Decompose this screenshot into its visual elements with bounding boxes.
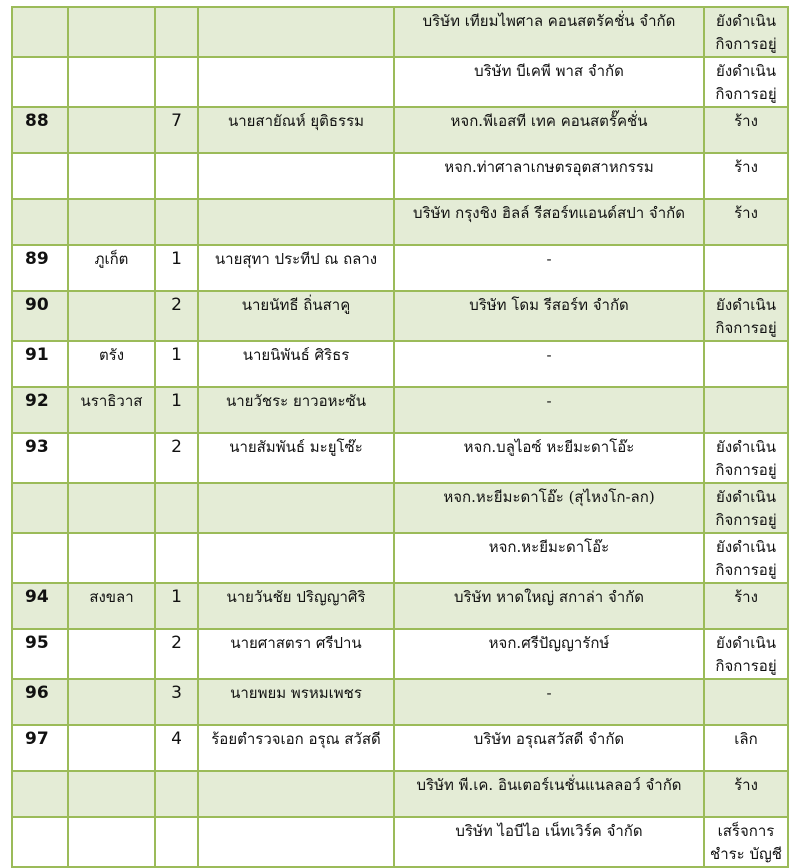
company-cell: - xyxy=(394,341,704,387)
company-cell: - xyxy=(394,679,704,725)
status-cell xyxy=(704,387,788,433)
row-number-cell: 90 xyxy=(12,291,68,341)
status-cell: ร้าง xyxy=(704,583,788,629)
person-name-cell: นายสายัณห์ ยุติธรรม xyxy=(198,107,394,153)
company-cell: - xyxy=(394,245,704,291)
sequence-cell xyxy=(155,483,198,533)
row-number-cell xyxy=(12,199,68,245)
sequence-cell xyxy=(155,153,198,199)
person-name-cell: นายพยม พรหมเพชร xyxy=(198,679,394,725)
status-cell: เสร็จการชำระ บัญชี xyxy=(704,817,788,867)
person-name-cell: นายศาสตรา ศรีปาน xyxy=(198,629,394,679)
company-cell: บริษัท พี.เค. อินเตอร์เนชั่นแนลลอว์ จำกัด xyxy=(394,771,704,817)
row-number-cell xyxy=(12,483,68,533)
sequence-cell: 7 xyxy=(155,107,198,153)
row-number-cell xyxy=(12,817,68,867)
sequence-cell xyxy=(155,533,198,583)
province-cell xyxy=(68,629,155,679)
table-row xyxy=(12,433,788,483)
person-name-cell xyxy=(198,771,394,817)
data-table xyxy=(11,6,789,868)
province-cell xyxy=(68,107,155,153)
sequence-cell xyxy=(155,771,198,817)
row-number-cell: 97 xyxy=(12,725,68,771)
status-cell: ยังดำเนิน กิจการอยู่ xyxy=(704,433,788,483)
row-number-cell: 93 xyxy=(12,433,68,483)
sequence-cell: 1 xyxy=(155,341,198,387)
status-cell: ร้าง xyxy=(704,107,788,153)
table-row xyxy=(12,387,788,433)
row-number-cell: 88 xyxy=(12,107,68,153)
table-row xyxy=(12,57,788,107)
sequence-cell: 2 xyxy=(155,433,198,483)
row-number-cell: 94 xyxy=(12,583,68,629)
person-name-cell: นายนิพันธ์ ศิริธร xyxy=(198,341,394,387)
province-cell: ภูเก็ต xyxy=(68,245,155,291)
row-number-cell: 95 xyxy=(12,629,68,679)
table-row xyxy=(12,817,788,867)
row-number-cell xyxy=(12,533,68,583)
company-cell: บริษัท โดม รีสอร์ท จำกัด xyxy=(394,291,704,341)
sequence-cell xyxy=(155,199,198,245)
row-number-cell: 89 xyxy=(12,245,68,291)
table-row xyxy=(12,199,788,245)
row-number-cell: 91 xyxy=(12,341,68,387)
sequence-cell: 4 xyxy=(155,725,198,771)
sequence-cell: 2 xyxy=(155,629,198,679)
province-cell xyxy=(68,291,155,341)
status-cell: ร้าง xyxy=(704,153,788,199)
person-name-cell xyxy=(198,153,394,199)
person-name-cell xyxy=(198,199,394,245)
company-cell: - xyxy=(394,387,704,433)
table-row xyxy=(12,629,788,679)
sequence-cell: 1 xyxy=(155,245,198,291)
row-number-cell xyxy=(12,7,68,57)
province-cell xyxy=(68,771,155,817)
table-row xyxy=(12,583,788,629)
company-cell: หจก.ศรีปัญญารักษ์ xyxy=(394,629,704,679)
person-name-cell: นายนัทธี ถิ่นสาคู xyxy=(198,291,394,341)
company-cell: หจก.บลูไอซ์ หะยีมะดาโอ๊ะ xyxy=(394,433,704,483)
person-name-cell: นายสัมพันธ์ มะยูโซ๊ะ xyxy=(198,433,394,483)
status-cell: ยังดำเนิน กิจการอยู่ xyxy=(704,483,788,533)
person-name-cell xyxy=(198,483,394,533)
status-cell: ร้าง xyxy=(704,199,788,245)
sequence-cell xyxy=(155,7,198,57)
province-cell: นราธิวาส xyxy=(68,387,155,433)
row-number-cell xyxy=(12,771,68,817)
company-cell: บริษัท บีเคพี พาส จำกัด xyxy=(394,57,704,107)
company-cell: หจก.ท่าศาลาเกษตรอุตสาหกรรม xyxy=(394,153,704,199)
table-row xyxy=(12,107,788,153)
status-cell xyxy=(704,679,788,725)
sequence-cell: 1 xyxy=(155,583,198,629)
province-cell xyxy=(68,433,155,483)
company-cell: หจก.หะยีมะดาโอ๊ะ (สุไหงโก-ลก) xyxy=(394,483,704,533)
person-name-cell xyxy=(198,57,394,107)
person-name-cell xyxy=(198,817,394,867)
province-cell xyxy=(68,483,155,533)
company-cell: บริษัท หาดใหญ่ สกาล่า จำกัด xyxy=(394,583,704,629)
person-name-cell: นายวัชระ ยาวอหะซัน xyxy=(198,387,394,433)
sequence-cell: 3 xyxy=(155,679,198,725)
status-cell xyxy=(704,341,788,387)
status-cell xyxy=(704,245,788,291)
company-cell: บริษัท อรุณสวัสดี จำกัด xyxy=(394,725,704,771)
table-body xyxy=(12,7,788,867)
person-name-cell: ร้อยตำรวจเอก อรุณ สวัสดี xyxy=(198,725,394,771)
company-cell: บริษัท เทียมไพศาล คอนสตรัคชั่น จำกัด xyxy=(394,7,704,57)
status-cell: ร้าง xyxy=(704,771,788,817)
sequence-cell: 2 xyxy=(155,291,198,341)
company-cell: บริษัท กรุงชิง ฮิลล์ รีสอร์ทแอนด์สปา จำกัด xyxy=(394,199,704,245)
status-cell: ยังดำเนิน กิจการอยู่ xyxy=(704,629,788,679)
province-cell xyxy=(68,679,155,725)
table-row xyxy=(12,771,788,817)
status-cell: เลิก xyxy=(704,725,788,771)
province-cell xyxy=(68,817,155,867)
table-row xyxy=(12,341,788,387)
sequence-cell xyxy=(155,817,198,867)
table-row xyxy=(12,483,788,533)
table-row xyxy=(12,533,788,583)
row-number-cell xyxy=(12,57,68,107)
sequence-cell xyxy=(155,57,198,107)
province-cell xyxy=(68,7,155,57)
row-number-cell xyxy=(12,153,68,199)
status-cell: ยังดำเนิน กิจการอยู่ xyxy=(704,533,788,583)
table-row xyxy=(12,725,788,771)
row-number-cell: 92 xyxy=(12,387,68,433)
table-row xyxy=(12,679,788,725)
province-cell xyxy=(68,199,155,245)
sequence-cell: 1 xyxy=(155,387,198,433)
province-cell: สงขลา xyxy=(68,583,155,629)
status-cell: ยังดำเนิน กิจการอยู่ xyxy=(704,7,788,57)
person-name-cell: นายสุทา ประทีป ณ ถลาง xyxy=(198,245,394,291)
table-row xyxy=(12,291,788,341)
table-row xyxy=(12,153,788,199)
company-cell: หจก.หะยีมะดาโอ๊ะ xyxy=(394,533,704,583)
province-cell: ตรัง xyxy=(68,341,155,387)
person-name-cell: นายวันชัย ปริญญาศิริ xyxy=(198,583,394,629)
table-row xyxy=(12,7,788,57)
province-cell xyxy=(68,533,155,583)
province-cell xyxy=(68,57,155,107)
company-cell: บริษัท ไอบีไอ เน็ทเวิร์ค จำกัด xyxy=(394,817,704,867)
province-cell xyxy=(68,153,155,199)
company-cell: หจก.พีเอสที เทค คอนสตรั๊คชั่น xyxy=(394,107,704,153)
person-name-cell xyxy=(198,533,394,583)
person-name-cell xyxy=(198,7,394,57)
status-cell: ยังดำเนิน กิจการอยู่ xyxy=(704,57,788,107)
province-cell xyxy=(68,725,155,771)
row-number-cell: 96 xyxy=(12,679,68,725)
status-cell: ยังดำเนิน กิจการอยู่ xyxy=(704,291,788,341)
table-row xyxy=(12,245,788,291)
